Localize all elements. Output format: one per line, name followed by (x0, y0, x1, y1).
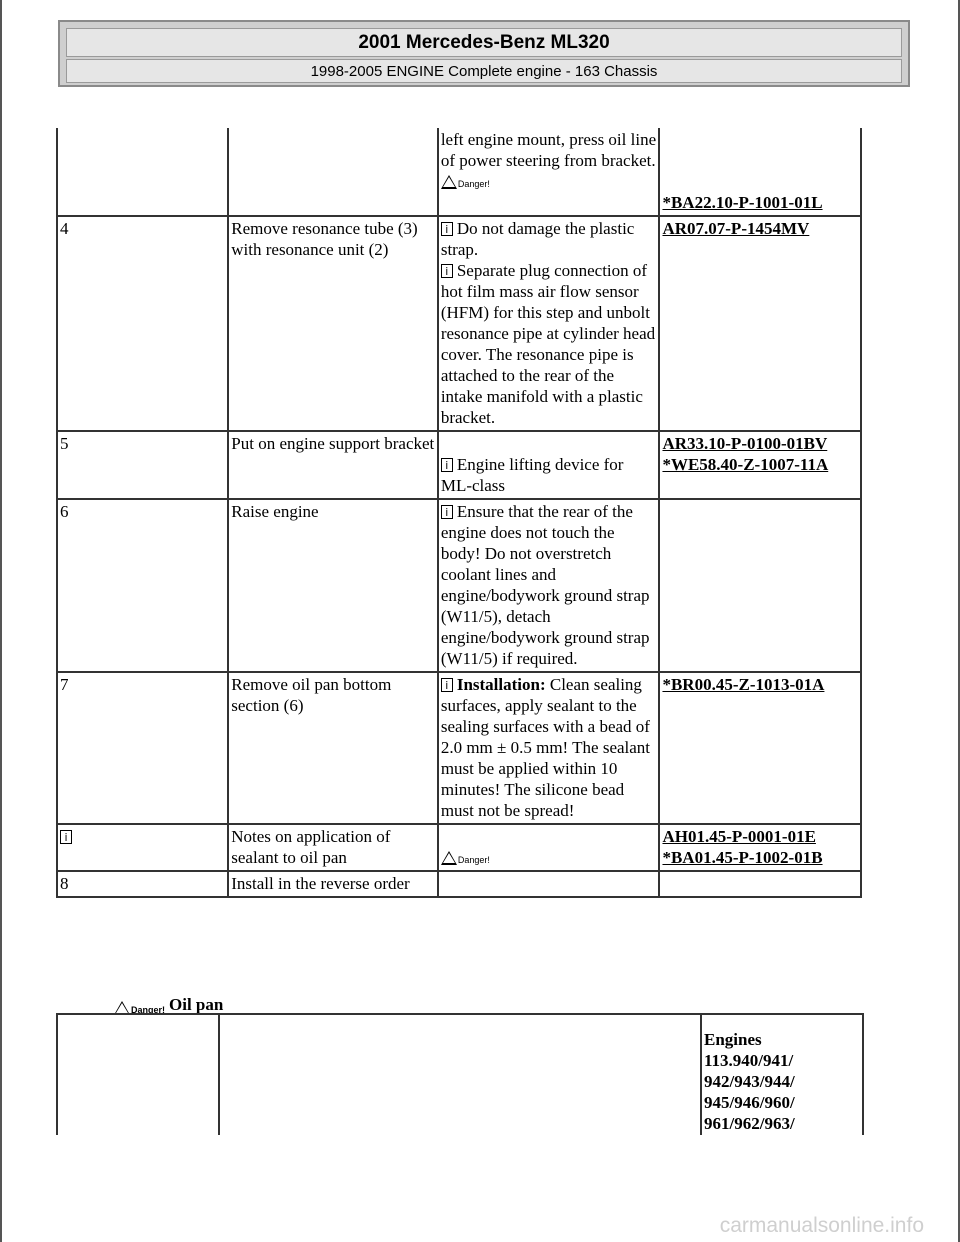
document-title: 2001 Mercedes-Benz ML320 (66, 28, 902, 57)
procedure-table (56, 128, 862, 898)
info-icon: i (441, 264, 453, 278)
page-frame-left (0, 0, 2, 1242)
table-row (57, 824, 861, 871)
notes-cell (438, 128, 660, 216)
info-icon: i (441, 678, 453, 692)
table-row (57, 216, 861, 431)
table-row (57, 128, 861, 216)
step-cell: 5 (57, 431, 228, 499)
refs-cell (659, 216, 861, 431)
document-subtitle: 1998-2005 ENGINE Complete engine - 163 Chassis (66, 59, 902, 83)
reference-link[interactable]: AR07.07-P-1454MV (662, 219, 810, 238)
note-text: Separate plug connection of hot film mass air flow sensor (HFM) for this step and unbolt resonance pipe at cylinder head cover. The resonance pipe is attached to the rear of the intake manifold with a plastic bracket. (440, 261, 656, 427)
table-row (57, 431, 861, 499)
step-cell: 8 (57, 871, 228, 897)
reference-link[interactable]: *BR00.45-Z-1013-01A (662, 675, 825, 694)
installation-label: Installation: (456, 675, 546, 694)
refs-cell (659, 128, 861, 216)
step-cell: 7 (57, 672, 228, 824)
reference-link[interactable]: AR33.10-P-0100-01BV (662, 434, 828, 453)
oil-pan-cell (57, 1014, 219, 1135)
action-cell: Raise engine (228, 499, 438, 672)
table-row (57, 499, 861, 672)
notes-cell (438, 431, 660, 499)
oil-pan-table (56, 1013, 864, 1135)
step-cell (57, 128, 228, 216)
reference-link[interactable]: *BA22.10-P-1001-01L (662, 193, 823, 212)
action-cell: Remove oil pan bottom section (6) (228, 672, 438, 824)
danger-icon: Danger! (114, 1001, 165, 1015)
table-row (57, 871, 861, 897)
reference-link[interactable]: *BA01.45-P-1002-01B (662, 848, 823, 867)
refs-cell (659, 824, 861, 871)
table-row (57, 672, 861, 824)
note-text: Ensure that the rear of the engine does not touch the body! Do not overstretch coolant lines and engine/bodywork ground strap (W11/5), detach engine/bodywork ground strap (W11/5) if required. (440, 502, 650, 668)
notes-cell (438, 672, 660, 824)
step-cell: 4 (57, 216, 228, 431)
notes-cell (438, 216, 660, 431)
action-cell: Remove resonance tube (3) with resonance unit (2) (228, 216, 438, 431)
notes-cell (438, 499, 660, 672)
note-text: Engine lifting device for ML-class (440, 455, 624, 495)
refs-cell (659, 871, 861, 897)
info-icon: i (441, 505, 453, 519)
engines-cell (701, 1014, 863, 1135)
action-cell (228, 128, 438, 216)
notes-cell (438, 824, 660, 871)
info-icon: i (441, 458, 453, 472)
action-cell: Install in the reverse order (228, 871, 438, 897)
info-icon: i (60, 830, 72, 844)
engines-text: Engines 113.940/941/ 942/943/944/ 945/946/960/ 961/962/963/ (704, 1030, 795, 1133)
note-text: Do not damage the plastic strap. (440, 219, 635, 259)
refs-cell (659, 672, 861, 824)
oil-pan-title: Oil pan (169, 995, 224, 1014)
step-cell: 6 (57, 499, 228, 672)
reference-link[interactable]: *WE58.40-Z-1007-11A (662, 455, 829, 474)
info-icon: i (441, 222, 453, 236)
danger-icon: Danger! (441, 851, 490, 865)
step-cell (57, 824, 228, 871)
oil-pan-cell (219, 1014, 701, 1135)
note-text: left engine mount, press oil line of power steering from bracket. (440, 130, 657, 170)
danger-icon: Danger! (441, 175, 490, 189)
refs-cell (659, 499, 861, 672)
reference-link[interactable]: AH01.45-P-0001-01E (662, 827, 816, 846)
action-cell: Put on engine support bracket (228, 431, 438, 499)
table-row (57, 1014, 863, 1135)
notes-cell (438, 871, 660, 897)
oil-pan-heading (114, 995, 223, 1015)
action-cell: Notes on application of sealant to oil pan (228, 824, 438, 871)
refs-cell (659, 431, 861, 499)
document-header (58, 20, 910, 87)
watermark: carmanualsonline.info (719, 1214, 924, 1237)
note-text: Clean sealing surfaces, apply sealant to the sealing surfaces with a bead of 2.0 mm ± 0.5 mm! The sealant must be applied within 10 minutes! The silicone bead must not be spread! (440, 675, 651, 820)
